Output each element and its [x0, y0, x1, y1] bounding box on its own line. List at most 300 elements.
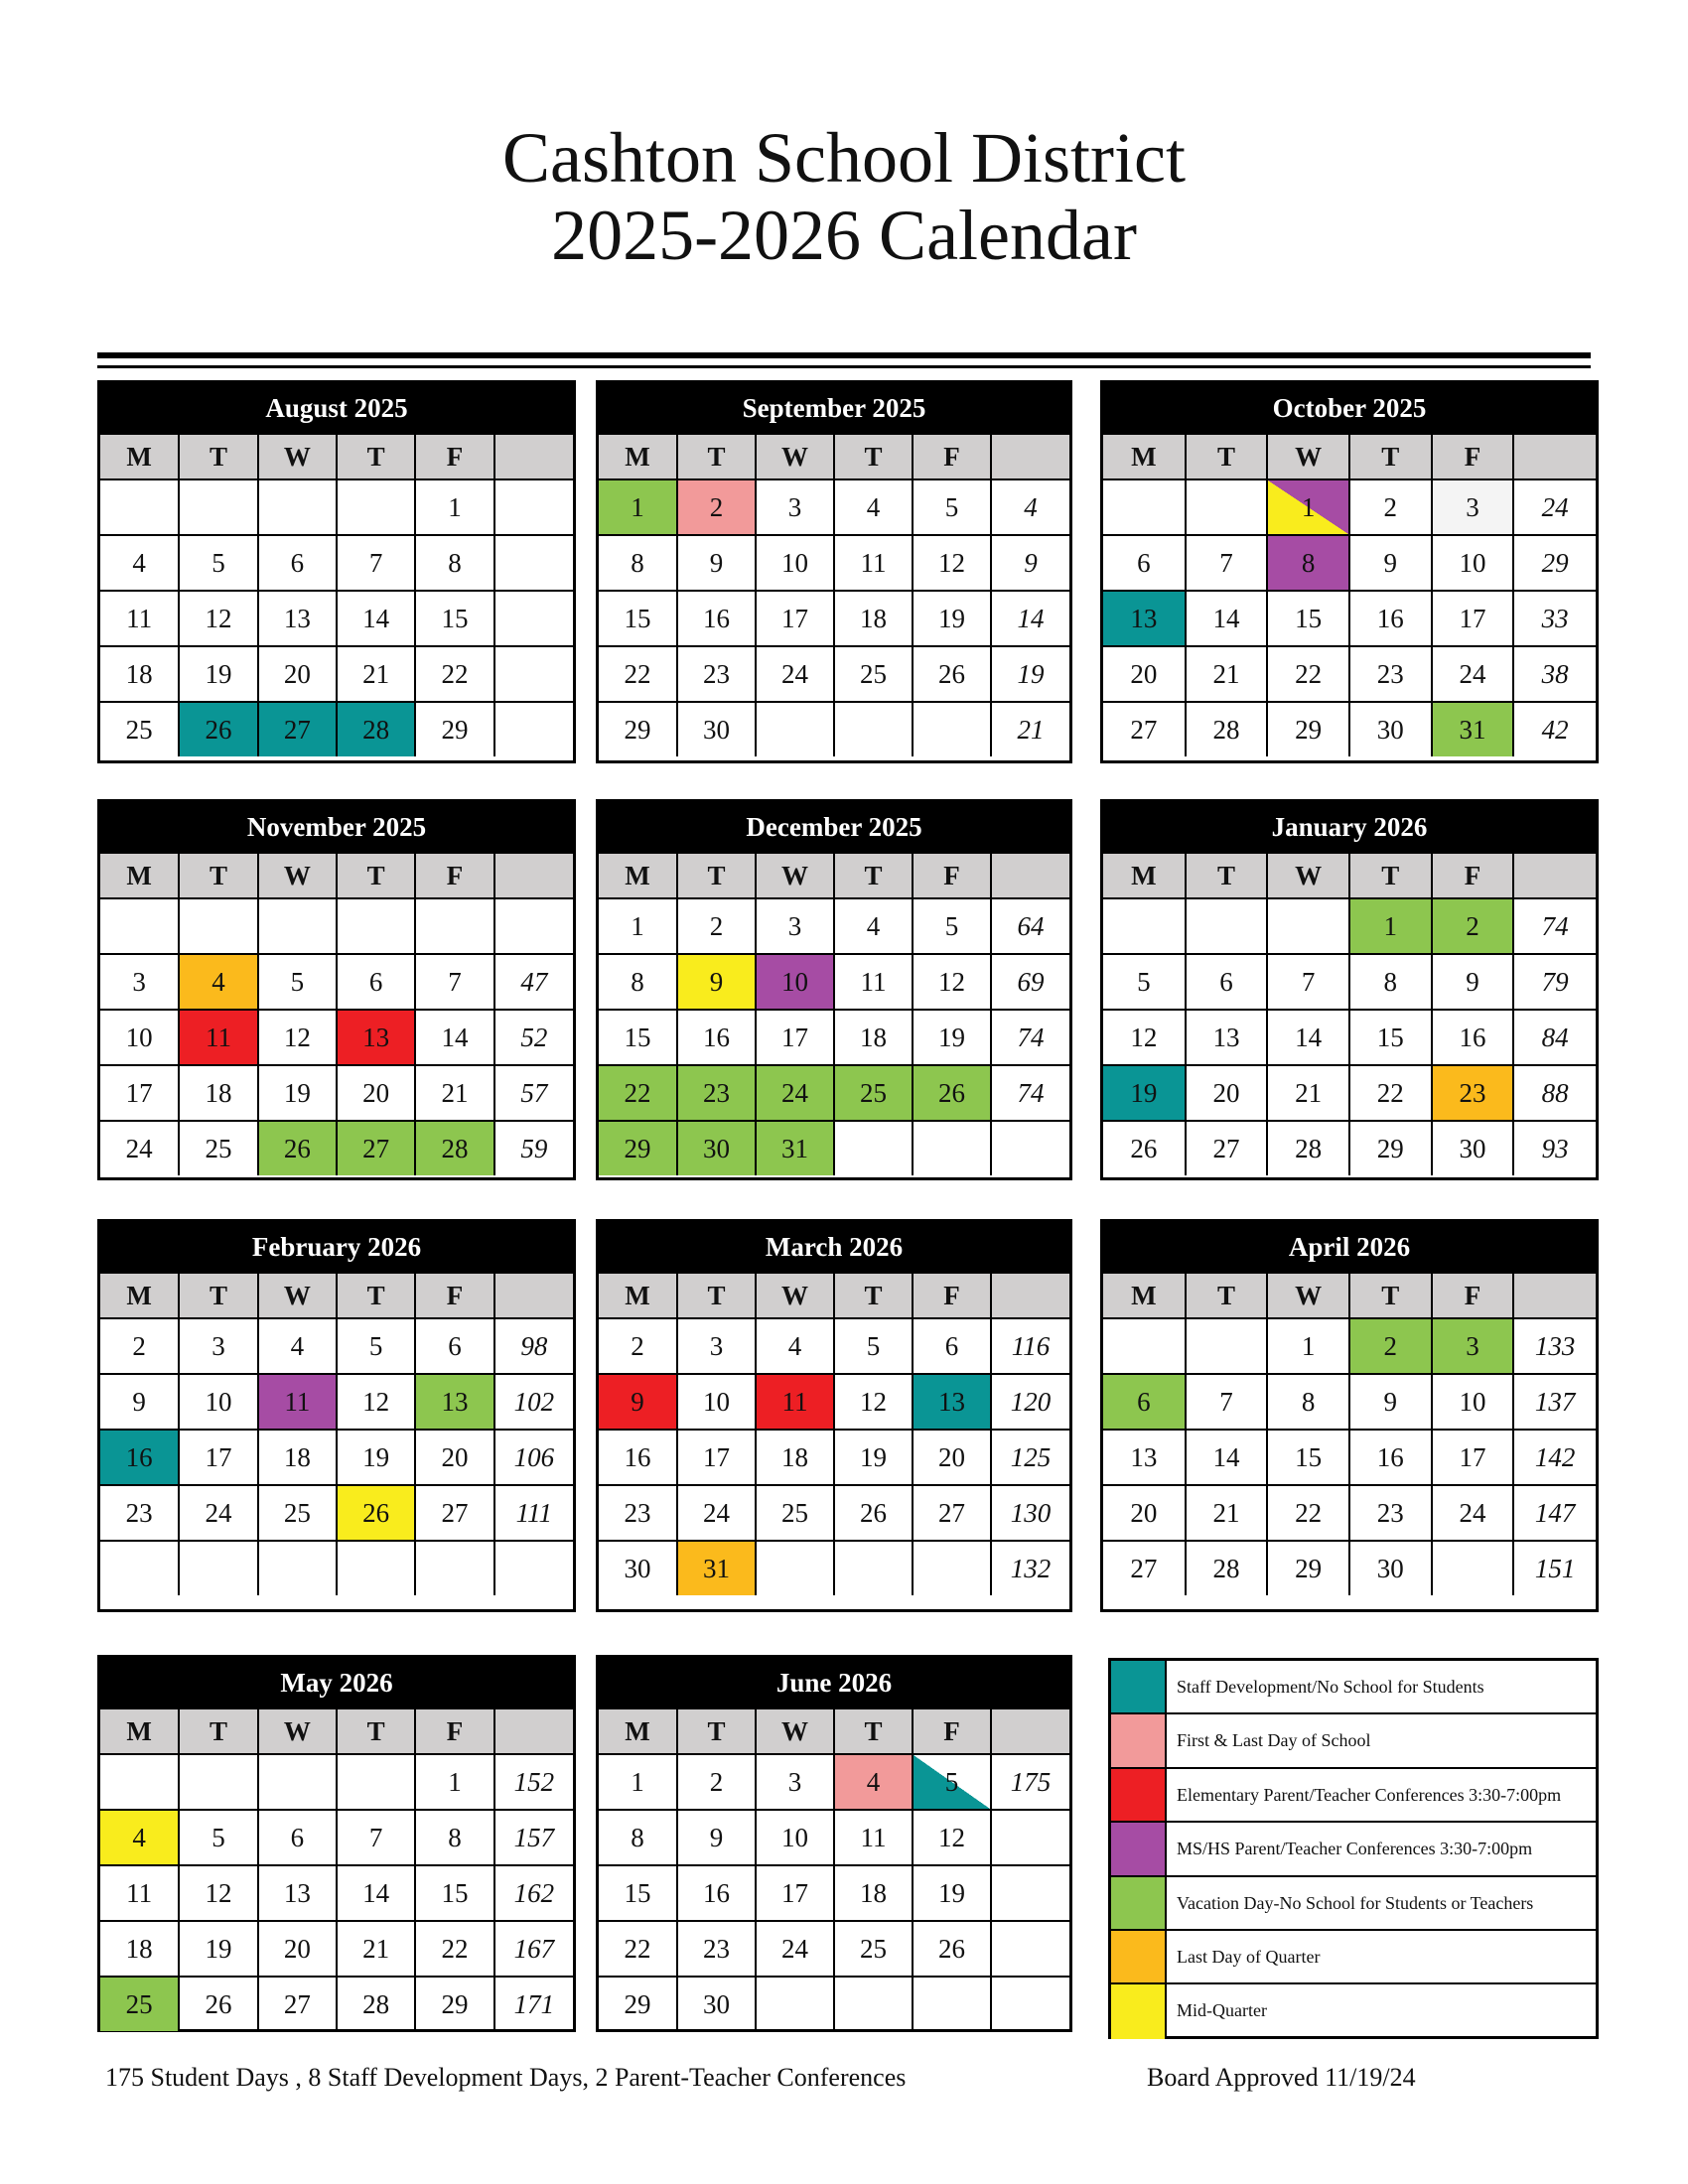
weekday-label: T [834, 853, 913, 898]
week-row [100, 591, 573, 646]
legend-swatch [1111, 1877, 1167, 1929]
weekday-label: T [834, 1273, 913, 1318]
day-cell: 15 [1267, 1430, 1349, 1485]
weekday-label: M [599, 1273, 677, 1318]
day-cell [756, 702, 834, 756]
day-cell [258, 898, 337, 954]
day-cell: 15 [599, 1865, 677, 1921]
day-cell: 5 [179, 535, 257, 591]
cumulative-day-count [494, 646, 573, 702]
day-cell: 12 [179, 1865, 257, 1921]
day-cell [100, 898, 179, 954]
day-cell: 22 [1349, 1065, 1432, 1121]
cumulative-day-count: 29 [1513, 535, 1596, 591]
day-cell: 19 [913, 1010, 991, 1065]
day-cell: 19 [913, 591, 991, 646]
legend-label: Vacation Day-No School for Students or Teachers [1177, 1892, 1534, 1913]
cumulative-day-count [494, 1541, 573, 1595]
day-cell [1103, 479, 1186, 535]
week-row [1103, 1121, 1596, 1175]
day-cell: 10 [179, 1374, 257, 1430]
day-cell: 4 [834, 479, 913, 535]
day-cell: 4 [100, 535, 179, 591]
month-title: September 2025 [599, 383, 1069, 433]
day-cell: 23 [1432, 1065, 1514, 1121]
legend-label: MS/HS Parent/Teacher Conferences 3:30-7:00pm [1177, 1839, 1533, 1859]
week-row [599, 1121, 1069, 1175]
day-cell: 30 [599, 1541, 677, 1595]
day-cell: 26 [913, 1921, 991, 1977]
day-cell: 13 [913, 1374, 991, 1430]
week-row [100, 1921, 573, 1977]
weekday-label: T [1349, 434, 1432, 479]
day-cell: 17 [677, 1430, 756, 1485]
day-cell: 29 [599, 702, 677, 756]
cumulative-day-count: 111 [494, 1485, 573, 1541]
day-cell: 16 [1432, 1010, 1514, 1065]
month-february-2026 [97, 1219, 576, 1612]
day-cell: 26 [913, 1065, 991, 1121]
month-august-2025 [97, 380, 576, 763]
day-cell: 28 [337, 702, 415, 756]
month-title: October 2025 [1103, 383, 1596, 433]
week-row [1103, 1010, 1596, 1065]
legend-label: Staff Development/No School for Students [1177, 1677, 1484, 1697]
week-row [599, 1865, 1069, 1921]
day-cell: 7 [415, 954, 493, 1010]
day-cell: 2 [1349, 479, 1432, 535]
day-cell: 16 [100, 1430, 179, 1485]
day-cell [834, 1541, 913, 1595]
month-table [599, 433, 1069, 756]
day-cell: 17 [756, 591, 834, 646]
weekday-label: T [337, 853, 415, 898]
day-cell [913, 1121, 991, 1175]
day-cell: 20 [258, 646, 337, 702]
cumulative-day-count: 57 [494, 1065, 573, 1121]
week-row [100, 1010, 573, 1065]
day-cell: 17 [756, 1865, 834, 1921]
weekday-label: W [258, 1708, 337, 1754]
cumulative-day-count: 93 [1513, 1121, 1596, 1175]
day-cell: 29 [1267, 1541, 1349, 1595]
day-cell: 15 [1267, 591, 1349, 646]
day-cell: 12 [337, 1374, 415, 1430]
week-row [599, 1921, 1069, 1977]
day-cell: 31 [677, 1541, 756, 1595]
day-cell: 9 [677, 535, 756, 591]
day-cell: 27 [1186, 1121, 1268, 1175]
week-row [1103, 702, 1596, 756]
day-cell: 12 [1103, 1010, 1186, 1065]
weekday-label: W [756, 1273, 834, 1318]
day-cell: 28 [1267, 1121, 1349, 1175]
week-row [100, 1065, 573, 1121]
day-cell: 17 [756, 1010, 834, 1065]
count-header [1513, 1273, 1596, 1318]
weekday-header-row [100, 853, 573, 898]
month-table [100, 1707, 573, 2031]
month-table [599, 1272, 1069, 1595]
day-cell: 11 [834, 1810, 913, 1865]
cumulative-day-count: 42 [1513, 702, 1596, 756]
month-november-2025 [97, 799, 576, 1180]
day-cell: 24 [100, 1121, 179, 1175]
day-cell: 9 [1349, 535, 1432, 591]
day-cell [100, 1541, 179, 1595]
day-cell: 23 [677, 1921, 756, 1977]
cumulative-day-count: 133 [1513, 1318, 1596, 1374]
week-row [100, 1485, 573, 1541]
day-cell: 31 [756, 1121, 834, 1175]
day-cell: 19 [913, 1865, 991, 1921]
weekday-label: W [756, 1708, 834, 1754]
day-cell [834, 702, 913, 756]
day-cell: 2 [100, 1318, 179, 1374]
week-row [1103, 535, 1596, 591]
day-cell: 12 [913, 954, 991, 1010]
weekday-label: M [1103, 853, 1186, 898]
day-cell: 6 [1103, 535, 1186, 591]
day-cell [913, 702, 991, 756]
weekday-label: W [1267, 434, 1349, 479]
day-cell: 22 [415, 646, 493, 702]
cumulative-day-count: 79 [1513, 954, 1596, 1010]
day-cell: 27 [1103, 1541, 1186, 1595]
week-row [1103, 1318, 1596, 1374]
cumulative-day-count: 52 [494, 1010, 573, 1065]
day-cell: 9 [1349, 1374, 1432, 1430]
cumulative-day-count: 120 [991, 1374, 1069, 1430]
day-cell: 14 [415, 1010, 493, 1065]
weekday-header-row [100, 1708, 573, 1754]
page-title [0, 119, 1688, 274]
cumulative-day-count: 21 [991, 702, 1069, 756]
day-cell: 30 [677, 702, 756, 756]
cumulative-day-count: 69 [991, 954, 1069, 1010]
weekday-label: M [599, 1708, 677, 1754]
day-cell: 9 [677, 954, 756, 1010]
week-row [100, 1318, 573, 1374]
day-cell: 29 [599, 1121, 677, 1175]
day-cell: 14 [1186, 591, 1268, 646]
day-cell: 6 [258, 1810, 337, 1865]
cumulative-day-count: 64 [991, 898, 1069, 954]
month-title: May 2026 [100, 1658, 573, 1707]
day-cell [337, 1754, 415, 1810]
weekday-label: T [834, 434, 913, 479]
day-cell [258, 479, 337, 535]
day-cell: 16 [1349, 1430, 1432, 1485]
weekday-header-row [599, 1708, 1069, 1754]
week-row [1103, 898, 1596, 954]
day-cell: 5 [1103, 954, 1186, 1010]
week-row [599, 1065, 1069, 1121]
cumulative-day-count: 59 [494, 1121, 573, 1175]
day-cell: 1 [415, 479, 493, 535]
day-cell [756, 1541, 834, 1595]
legend-label: Mid-Quarter [1177, 2000, 1267, 2021]
cumulative-day-count: 147 [1513, 1485, 1596, 1541]
day-cell [179, 1754, 257, 1810]
week-row [599, 479, 1069, 535]
weekday-label: F [1432, 853, 1514, 898]
day-cell: 16 [1349, 591, 1432, 646]
legend-swatch [1111, 1769, 1167, 1821]
legend-swatch [1111, 1661, 1167, 1712]
day-cell: 17 [100, 1065, 179, 1121]
day-cell: 13 [415, 1374, 493, 1430]
legend-swatch [1111, 1984, 1167, 2038]
cumulative-day-count: 151 [1513, 1541, 1596, 1595]
day-cell: 28 [1186, 1541, 1268, 1595]
month-april-2026 [1100, 1219, 1599, 1612]
week-row [599, 1810, 1069, 1865]
weekday-label: F [415, 1273, 493, 1318]
weekday-label: M [100, 853, 179, 898]
day-cell: 26 [913, 646, 991, 702]
week-row [599, 898, 1069, 954]
month-june-2026 [596, 1655, 1072, 2032]
cumulative-day-count: 14 [991, 591, 1069, 646]
weekday-header-row [1103, 434, 1596, 479]
month-table [599, 1707, 1069, 2031]
weekday-label: M [599, 853, 677, 898]
week-row [599, 954, 1069, 1010]
day-cell [1186, 898, 1268, 954]
day-cell: 7 [1186, 1374, 1268, 1430]
day-cell: 8 [1267, 1374, 1349, 1430]
day-cell: 19 [1103, 1065, 1186, 1121]
day-cell: 5 [337, 1318, 415, 1374]
cumulative-day-count: 74 [1513, 898, 1596, 954]
day-cell: 11 [100, 591, 179, 646]
month-december-2025 [596, 799, 1072, 1180]
cumulative-day-count: 84 [1513, 1010, 1596, 1065]
day-cell [415, 1541, 493, 1595]
day-cell: 23 [100, 1485, 179, 1541]
day-cell: 24 [756, 1065, 834, 1121]
day-cell: 3 [1432, 1318, 1514, 1374]
weekday-header-row [100, 1273, 573, 1318]
cumulative-day-count: 38 [1513, 646, 1596, 702]
day-cell: 10 [756, 1810, 834, 1865]
month-table [100, 1272, 573, 1595]
day-cell: 5 [913, 898, 991, 954]
day-cell: 10 [677, 1374, 756, 1430]
day-cell: 24 [1432, 1485, 1514, 1541]
legend-label: Elementary Parent/Teacher Conferences 3:30-7:00pm [1177, 1784, 1562, 1805]
day-cell: 9 [1432, 954, 1514, 1010]
day-cell: 24 [756, 1921, 834, 1977]
weekday-label: M [599, 434, 677, 479]
legend-item-first [1111, 1714, 1596, 1768]
month-may-2026 [97, 1655, 576, 2032]
week-row [1103, 1374, 1596, 1430]
cumulative-day-count [991, 1865, 1069, 1921]
day-cell: 25 [258, 1485, 337, 1541]
weekday-label: T [834, 1708, 913, 1754]
day-cell: 21 [337, 646, 415, 702]
day-cell: 7 [1267, 954, 1349, 1010]
cumulative-day-count: 175 [991, 1754, 1069, 1810]
week-row [100, 1430, 573, 1485]
day-cell: 18 [258, 1430, 337, 1485]
month-table [100, 852, 573, 1175]
day-cell: 4 [834, 1754, 913, 1810]
day-cell: 5 [913, 479, 991, 535]
day-cell: 30 [1432, 1121, 1514, 1175]
day-cell: 16 [677, 591, 756, 646]
week-row [100, 646, 573, 702]
cumulative-day-count: 88 [1513, 1065, 1596, 1121]
week-row [599, 1485, 1069, 1541]
week-row [1103, 1065, 1596, 1121]
day-cell: 5 [179, 1810, 257, 1865]
month-title: August 2025 [100, 383, 573, 433]
weekday-label: W [1267, 853, 1349, 898]
week-row [599, 1977, 1069, 2031]
week-row [1103, 1485, 1596, 1541]
day-cell: 3 [756, 479, 834, 535]
day-cell: 22 [599, 646, 677, 702]
header-rule-thick [97, 352, 1591, 358]
cumulative-day-count: 102 [494, 1374, 573, 1430]
day-cell: 8 [415, 535, 493, 591]
week-row [100, 1810, 573, 1865]
count-header [991, 1273, 1069, 1318]
day-cell: 5 [258, 954, 337, 1010]
weekday-label: T [1186, 1273, 1268, 1318]
day-cell: 28 [337, 1977, 415, 2031]
day-cell: 26 [337, 1485, 415, 1541]
week-row [100, 1865, 573, 1921]
day-cell: 26 [179, 702, 257, 756]
cumulative-day-count [494, 898, 573, 954]
day-cell: 12 [179, 591, 257, 646]
day-cell: 30 [1349, 702, 1432, 756]
weekday-label: F [1432, 434, 1514, 479]
count-header [1513, 434, 1596, 479]
weekday-header-row [1103, 1273, 1596, 1318]
day-cell: 20 [1186, 1065, 1268, 1121]
day-cell [1432, 1541, 1514, 1595]
legend-item-quarter [1111, 1931, 1596, 1984]
day-cell: 21 [415, 1065, 493, 1121]
week-row [599, 1374, 1069, 1430]
month-table [1103, 852, 1596, 1175]
day-cell: 9 [100, 1374, 179, 1430]
day-cell: 6 [337, 954, 415, 1010]
day-cell: 30 [677, 1121, 756, 1175]
day-cell: 29 [1349, 1121, 1432, 1175]
day-cell: 21 [1267, 1065, 1349, 1121]
weekday-label: T [677, 853, 756, 898]
weekday-label: F [415, 1708, 493, 1754]
cumulative-day-count [494, 535, 573, 591]
day-cell: 17 [1432, 1430, 1514, 1485]
day-cell: 3 [677, 1318, 756, 1374]
footer-approval: Board Approved 11/19/24 [1147, 2063, 1416, 2092]
day-cell: 21 [1186, 1485, 1268, 1541]
week-row [599, 591, 1069, 646]
day-cell: 12 [913, 535, 991, 591]
day-cell [337, 1541, 415, 1595]
day-cell: 27 [913, 1485, 991, 1541]
day-cell: 26 [1103, 1121, 1186, 1175]
day-cell: 23 [599, 1485, 677, 1541]
day-cell: 7 [337, 1810, 415, 1865]
day-cell [913, 1541, 991, 1595]
weekday-label: F [415, 853, 493, 898]
day-cell: 14 [1267, 1010, 1349, 1065]
weekday-label: M [100, 434, 179, 479]
cumulative-day-count: 47 [494, 954, 573, 1010]
weekday-label: F [913, 853, 991, 898]
weekday-label: M [1103, 1273, 1186, 1318]
day-cell: 20 [415, 1430, 493, 1485]
day-cell: 20 [258, 1921, 337, 1977]
day-cell: 18 [100, 646, 179, 702]
day-cell: 1 [1267, 1318, 1349, 1374]
count-header [1513, 853, 1596, 898]
day-cell: 2 [677, 479, 756, 535]
day-cell: 21 [1186, 646, 1268, 702]
count-header [494, 1708, 573, 1754]
weekday-label: W [756, 434, 834, 479]
week-row [100, 1977, 573, 2031]
day-cell [100, 479, 179, 535]
day-cell: 23 [1349, 1485, 1432, 1541]
day-cell: 28 [1186, 702, 1268, 756]
week-row [1103, 954, 1596, 1010]
day-cell: 21 [337, 1921, 415, 1977]
cumulative-day-count: 74 [991, 1065, 1069, 1121]
day-cell: 10 [1432, 1374, 1514, 1430]
day-cell: 7 [1186, 535, 1268, 591]
day-cell [834, 1977, 913, 2031]
weekday-header-row [100, 434, 573, 479]
weekday-header-row [1103, 853, 1596, 898]
day-cell: 29 [415, 702, 493, 756]
title-calendar-year: 2025-2026 Calendar [551, 196, 1137, 275]
cumulative-day-count: 9 [991, 535, 1069, 591]
month-table [1103, 433, 1596, 756]
day-cell: 29 [415, 1977, 493, 2031]
cumulative-day-count [991, 1121, 1069, 1175]
day-cell: 13 [337, 1010, 415, 1065]
weekday-label: W [258, 1273, 337, 1318]
legend-label: First & Last Day of School [1177, 1730, 1371, 1751]
cumulative-day-count: 98 [494, 1318, 573, 1374]
month-table [100, 433, 573, 756]
day-cell: 10 [756, 954, 834, 1010]
legend-item-staff [1111, 1661, 1596, 1714]
day-cell: 9 [599, 1374, 677, 1430]
day-cell: 8 [415, 1810, 493, 1865]
day-cell: 20 [337, 1065, 415, 1121]
day-cell: 22 [1267, 1485, 1349, 1541]
day-cell [756, 1977, 834, 2031]
weekday-label: F [913, 1708, 991, 1754]
cumulative-day-count: 33 [1513, 591, 1596, 646]
weekday-label: M [100, 1708, 179, 1754]
day-cell: 6 [1186, 954, 1268, 1010]
day-cell: 18 [756, 1430, 834, 1485]
header-rule-thin [97, 365, 1591, 368]
cumulative-day-count: 157 [494, 1810, 573, 1865]
week-row [1103, 1541, 1596, 1595]
